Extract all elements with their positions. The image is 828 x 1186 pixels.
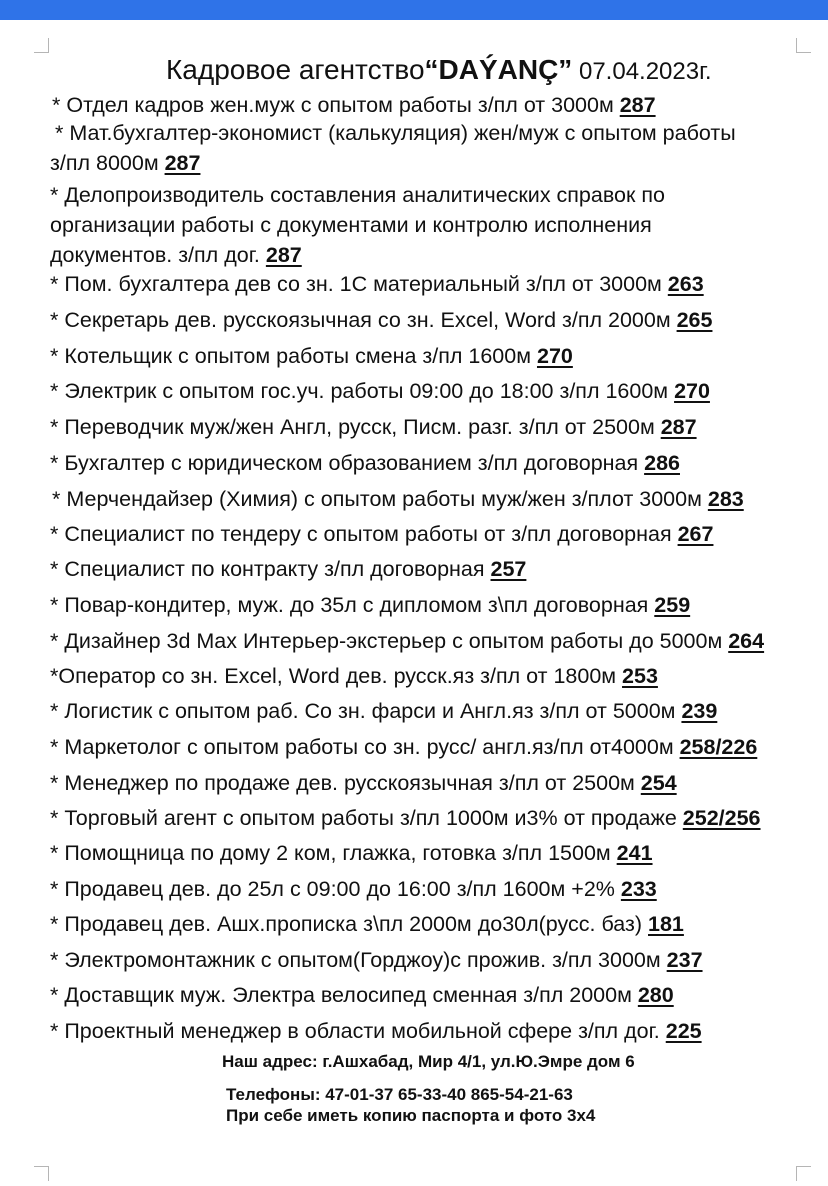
job-line <box>50 378 710 404</box>
job-line <box>50 450 680 476</box>
job-text: * Отдел кадров жен.муж с опытом работы з/пл от 3000м <box>52 93 620 117</box>
job-code: 241 <box>616 841 653 865</box>
job-code: 233 <box>620 877 657 901</box>
job-line <box>50 876 657 902</box>
job-text: * Электрик с опытом гос.уч. работы 09:00 до 18:00 з/пл 1600м <box>50 379 675 403</box>
top-status-bar <box>0 0 828 20</box>
job-line <box>50 770 677 796</box>
job-code: 254 <box>640 771 677 795</box>
job-text: документов. з/пл дог. <box>50 243 266 267</box>
job-line <box>50 982 674 1008</box>
job-text: * Логистик с опытом раб. Со зн. фарси и Англ.яз з/пл от 5000м <box>50 699 682 723</box>
job-text: * Проектный менеджер в области мобильной сфере з/пл дог. <box>50 1019 666 1043</box>
job-code: 264 <box>728 629 765 653</box>
job-text: * Менеджер по продаже дев. русскоязычная з/пл от 2500м <box>50 771 641 795</box>
footer-note: При себе иметь копию паспорта и фото 3х4 <box>226 1106 596 1125</box>
job-code: 258/226 <box>679 735 758 759</box>
job-line <box>50 1018 702 1044</box>
job-line <box>50 271 704 297</box>
job-line <box>50 592 690 618</box>
job-line <box>50 182 665 208</box>
job-code: 270 <box>536 344 573 368</box>
job-line <box>50 150 200 176</box>
job-line <box>50 307 712 333</box>
title-prefix: Кадровое агентство <box>166 54 425 85</box>
job-text: з/пл 8000м <box>50 151 165 175</box>
job-code: 287 <box>265 243 302 267</box>
job-text: * Повар-кондитер, муж. до 35л с дипломом з\пл договорная <box>50 593 655 617</box>
corner-mark-top-left <box>34 38 49 53</box>
job-text: * Маркетолог с опытом работы со зн. русс/ англ.яз/пл от4000м <box>50 735 680 759</box>
job-code: 287 <box>660 415 697 439</box>
job-code: 265 <box>676 308 713 332</box>
job-text: * Продавец дев. Ашх.прописка з\пл 2000м до30л(русс. баз) <box>50 912 649 936</box>
job-text: * Переводчик муж/жен Англ, русск, Писм. разг. з/пл от 2500м <box>50 415 661 439</box>
posting-date: 07.04.2023г. <box>572 58 712 85</box>
footer-address: Наш адрес: г.Ашхабад, Мир 4/1, ул.Ю.Эмре дом 6 <box>222 1052 635 1071</box>
job-line <box>50 840 653 866</box>
job-text: * Секретарь дев. русскоязычная со зн. Excel, Word з/пл 2000м <box>50 308 677 332</box>
job-code: 267 <box>677 522 714 546</box>
footer-phones: Телефоны: 47-01-37 65-33-40 865-54-21-63 <box>226 1085 573 1104</box>
job-line <box>50 343 573 369</box>
job-text: *Оператор со зн. Excel, Word дев. русск.яз з/пл от 1800м <box>50 664 623 688</box>
job-text: * Делопроизводитель составления аналитических справок по <box>50 183 665 207</box>
job-code: 239 <box>681 699 718 723</box>
job-line <box>50 414 697 440</box>
job-line <box>52 486 744 512</box>
job-code: 237 <box>666 948 703 972</box>
job-text: * Пом. бухгалтера дев со зн. 1С материальный з/пл от 3000м <box>50 272 668 296</box>
job-code: 253 <box>622 664 658 688</box>
job-text: * Специалист по тендеру с опытом работы от з/пл договорная <box>50 522 678 546</box>
job-line <box>50 628 764 654</box>
job-text: * Специалист по контракту з/пл договорная <box>50 557 491 581</box>
job-line <box>52 92 656 118</box>
job-code: 252/256 <box>682 806 761 830</box>
job-text: * Продавец дев. до 25л с 09:00 до 16:00 з/пл 1600м +2% <box>50 877 621 901</box>
corner-mark-bottom-right <box>796 1166 811 1181</box>
job-code: 287 <box>164 151 201 175</box>
job-code: 280 <box>637 983 674 1007</box>
job-text: * Электромонтажник с опытом(Горджоу)с прожив. з/пл 3000м <box>50 948 667 972</box>
job-line <box>50 212 652 238</box>
job-line <box>50 911 684 937</box>
job-line <box>50 947 703 973</box>
job-line <box>50 242 302 268</box>
job-text: * Доставщик муж. Электра велосипед сменная з/пл 2000м <box>50 983 638 1007</box>
job-code: 286 <box>644 451 680 475</box>
job-text: * Мат.бухгалтер-экономист (калькуляция) жен/муж с опытом работы <box>55 121 736 145</box>
job-code: 181 <box>648 912 684 936</box>
job-line <box>50 556 526 582</box>
job-text: * Дизайнер 3d Max Интерьер-экстерьер с опытом работы до 5000м <box>50 629 729 653</box>
job-code: 270 <box>674 379 710 403</box>
job-code: 259 <box>654 593 691 617</box>
job-code: 287 <box>619 93 656 117</box>
job-line <box>50 663 658 689</box>
corner-mark-top-right <box>796 38 811 53</box>
agency-brand: “DAÝANÇ” <box>424 54 573 85</box>
job-code: 283 <box>707 487 744 511</box>
job-line <box>50 698 717 724</box>
job-text: * Бухгалтер с юридическом образованием з/пл договорная <box>50 451 645 475</box>
job-line <box>50 805 761 831</box>
job-text: * Котельщик с опытом работы смена з/пл 1600м <box>50 344 537 368</box>
corner-mark-bottom-left <box>34 1166 49 1181</box>
page-title <box>166 52 712 90</box>
job-line <box>50 734 757 760</box>
job-line <box>50 521 713 547</box>
job-line <box>55 120 736 146</box>
job-code: 225 <box>665 1019 702 1043</box>
job-text: * Мерчендайзер (Химия) с опытом работы муж/жен з/плот 3000м <box>52 487 708 511</box>
job-text: * Помощница по дому 2 ком, глажка, готовка з/пл 1500м <box>50 841 617 865</box>
job-code: 257 <box>490 557 527 581</box>
job-text: организации работы с документами и контролю исполнения <box>50 213 652 237</box>
job-text: * Торговый агент с опытом работы з/пл 1000м и3% от продаже <box>50 806 683 830</box>
job-code: 263 <box>667 272 704 296</box>
